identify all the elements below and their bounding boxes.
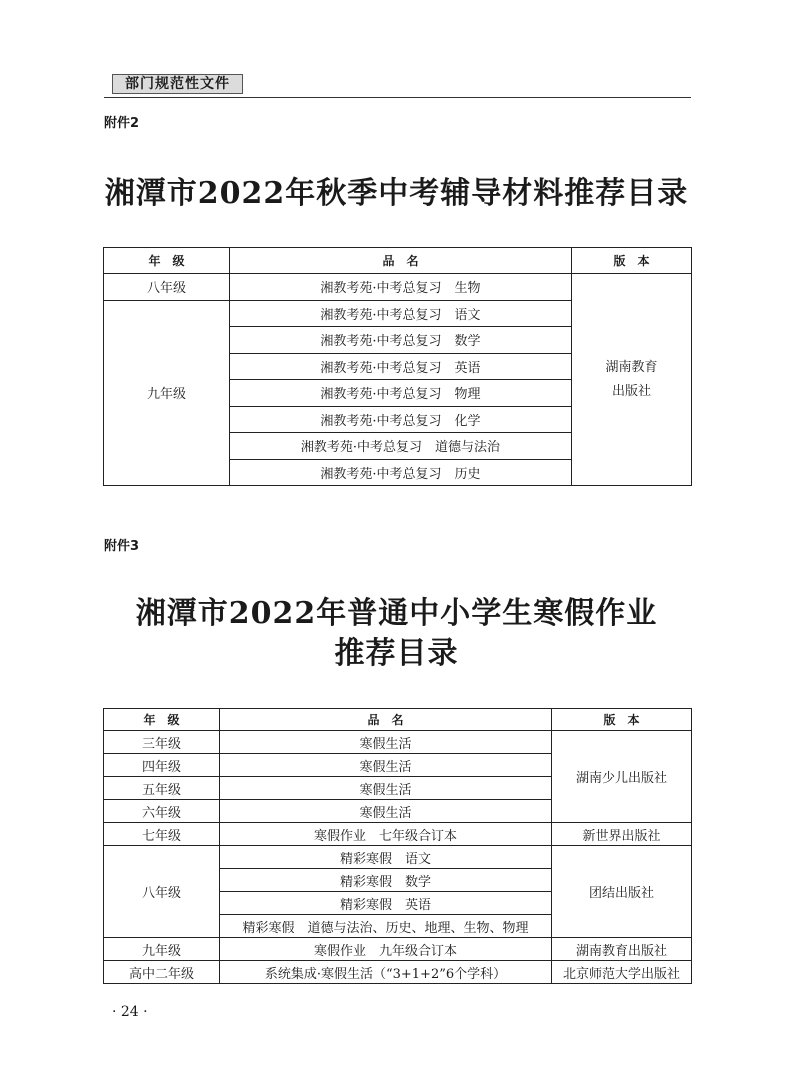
table-row: [104, 846, 692, 869]
publisher-line: 出版社: [611, 383, 651, 399]
item-cell: 湘教考苑·中考总复习 语文: [230, 300, 572, 327]
publisher-cell: 新世界出版社: [552, 823, 692, 846]
grade-cell: 九年级: [104, 300, 230, 486]
grade-cell: 七年级: [104, 823, 220, 846]
table-row: [104, 274, 692, 301]
publisher-cell: 湖南教育出版社: [552, 938, 692, 961]
grade-cell: 三年级: [104, 731, 220, 754]
column-header-publisher: 版 本: [572, 248, 692, 274]
column-header-grade: 年 级: [104, 248, 230, 274]
annex-3-table: [103, 708, 692, 984]
grade-cell: 高中二年级: [104, 961, 220, 984]
item-cell: 湘教考苑·中考总复习 物理: [230, 380, 572, 407]
grade-cell: 九年级: [104, 938, 220, 961]
column-header-item: 品 名: [220, 709, 552, 731]
publisher-cell: 北京师范大学出版社: [552, 961, 692, 984]
column-header-item: 品 名: [230, 248, 572, 274]
annex-2-table: [103, 247, 692, 486]
column-header-grade: 年 级: [104, 709, 220, 731]
item-cell: 湘教考苑·中考总复习 数学: [230, 327, 572, 354]
publisher-cell: 团结出版社: [552, 846, 692, 938]
annex-3-title-line-2: 推荐目录: [334, 636, 459, 671]
item-cell: 湘教考苑·中考总复习 历史: [230, 459, 572, 486]
grade-cell: 四年级: [104, 754, 220, 777]
item-cell: 寒假生活: [220, 754, 552, 777]
item-cell: 精彩寒假 英语: [220, 892, 552, 915]
annex-3-title-line-1: 湘潭市2022年普通中小学生寒假作业: [135, 596, 658, 631]
item-cell: 寒假作业 七年级合订本: [220, 823, 552, 846]
annex-2-label: 附件2: [104, 116, 140, 131]
table-row: [104, 961, 692, 984]
item-cell: 寒假作业 九年级合订本: [220, 938, 552, 961]
item-cell: 湘教考苑·中考总复习 生物: [230, 274, 572, 301]
header-divider: [104, 97, 691, 98]
publisher-line: 湖南教育: [605, 359, 658, 375]
item-cell: 寒假生活: [220, 731, 552, 754]
item-cell: 寒假生活: [220, 777, 552, 800]
item-cell: 湘教考苑·中考总复习 道德与法治: [230, 433, 572, 460]
page-number: · 24 ·: [112, 1004, 148, 1020]
table-row: [104, 731, 692, 754]
grade-cell: 五年级: [104, 777, 220, 800]
item-cell: 寒假生活: [220, 800, 552, 823]
item-cell: 湘教考苑·中考总复习 化学: [230, 406, 572, 433]
item-cell: 系统集成·寒假生活（“3+1+2”6个学科）: [220, 961, 552, 984]
grade-cell: 六年级: [104, 800, 220, 823]
annex-3-label: 附件3: [104, 539, 140, 554]
publisher-cell: 湖南少儿出版社: [552, 731, 692, 823]
grade-cell: 八年级: [104, 274, 230, 301]
item-cell: 湘教考苑·中考总复习 英语: [230, 353, 572, 380]
column-header-publisher: 版 本: [552, 709, 692, 731]
table-row: [104, 938, 692, 961]
annex-2-title: 湘潭市2022年秋季中考辅导材料推荐目录: [104, 176, 689, 211]
item-cell: 精彩寒假 数学: [220, 869, 552, 892]
grade-cell: 八年级: [104, 846, 220, 938]
table-row: [104, 823, 692, 846]
item-cell: 精彩寒假 道德与法治、历史、地理、生物、物理: [220, 915, 552, 938]
item-cell: 精彩寒假 语文: [220, 846, 552, 869]
publisher-cell: [572, 274, 692, 486]
section-tag: 部门规范性文件: [112, 74, 243, 94]
